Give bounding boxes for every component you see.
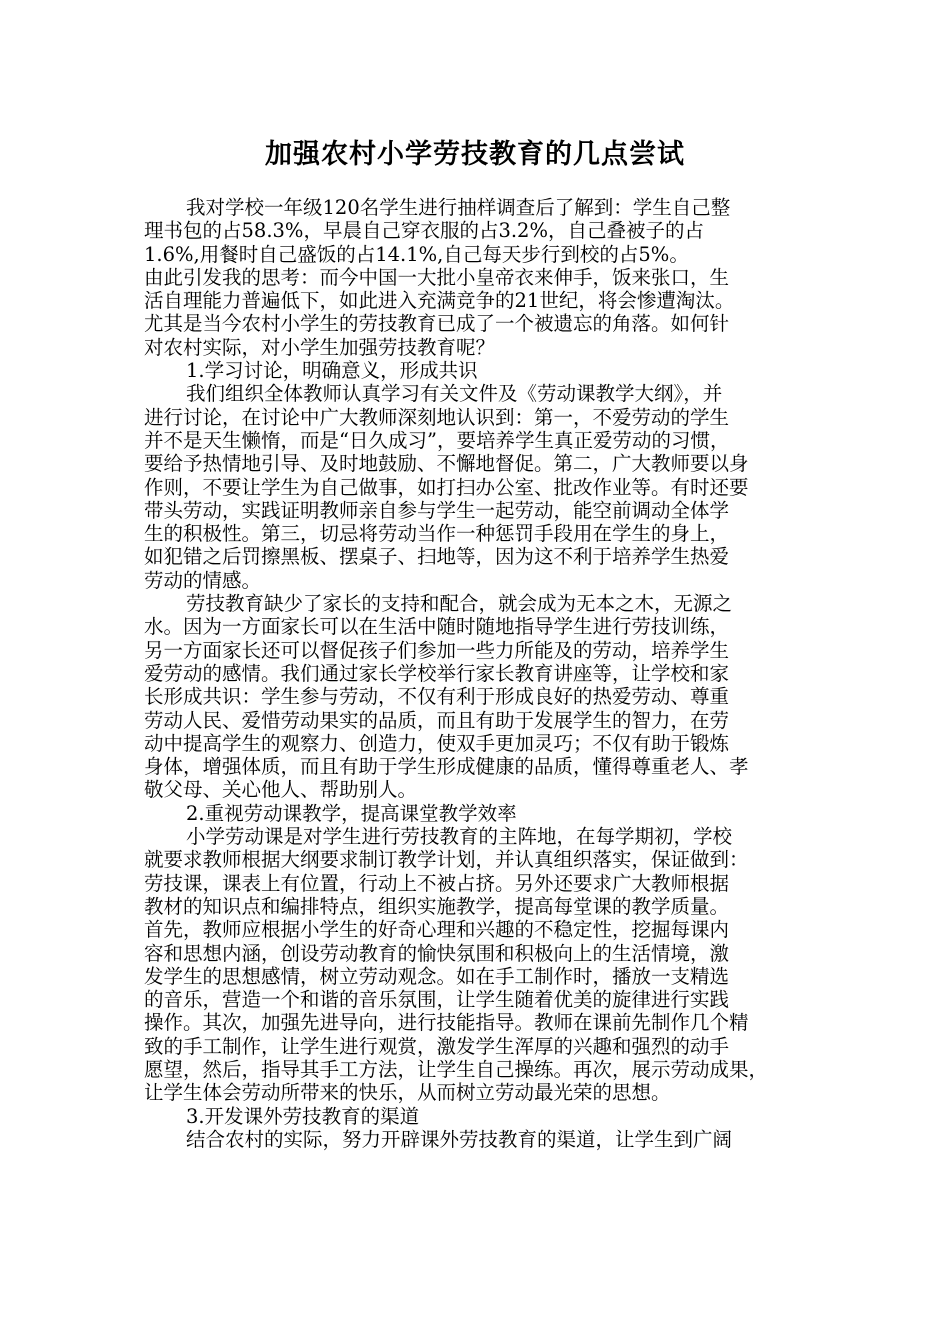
text-line: 结合农村的实际，努力开辟课外劳技教育的渠道，让学生到广阔 — [186, 1127, 733, 1151]
text-line: 带头劳动，实践证明教师亲自参与学生一起劳动，能空前调动全体学 — [144, 498, 730, 522]
text-line: 让学生体会劳动所带来的快乐，从而树立劳动最光荣的思想。 — [144, 1081, 671, 1105]
text-line: 进行讨论，在讨论中广大教师深刻地认识到：第一，不爱劳动的学生 — [144, 405, 730, 429]
text-line: 首先，教师应根据小学生的好奇心理和兴趣的不稳定性，挖掘每课内 — [144, 918, 730, 942]
text-line: 我对学校一年级120名学生进行抽样调查后了解到：学生自己整 — [186, 196, 731, 219]
text-line: 如犯错之后罚擦黑板、摆桌子、扫地等，因为这不利于培养学生热爱 — [144, 545, 730, 569]
text-line: 长形成共识：学生参与劳动，不仅有利于形成良好的热爱劳动、尊重 — [144, 685, 730, 709]
text-line: 的音乐，营造一个和谐的音乐氛围，让学生随着优美的旋律进行实践 — [144, 988, 730, 1012]
text-line: 另一方面家长还可以督促孩子们参加一些力所能及的劳动，培养学生 — [144, 638, 730, 662]
text-line: 由此引发我的思考：而今中国一大批小皇帝衣来伸手，饭来张口，生 — [144, 265, 730, 289]
text-line: 并不是天生懒惰，而是“日久成习”，要培养学生真正爱劳动的习惯， — [144, 428, 730, 452]
text-line: 爱劳动的感情。我们通过家长学校举行家长教育讲座等，让学校和家 — [144, 661, 730, 685]
text-line: 2.重视劳动课教学，提高课堂教学效率 — [186, 801, 517, 825]
text-line: 教材的知识点和编排特点，组织实施教学，提高每堂课的教学质量。 — [144, 894, 730, 918]
text-line: 身体，增强体质，而且有助于学生形成健康的品质，懂得尊重老人、孝 — [144, 755, 749, 779]
text-line: 尤其是当今农村小学生的劳技教育已成了一个被遗忘的角落。如何针 — [144, 312, 730, 336]
text-line: 致的手工制作，让学生进行观赏，激发学生浑厚的兴趣和强烈的动手 — [144, 1034, 730, 1058]
text-line: 劳技课，课表上有位置，行动上不被占挤。另外还要求广大教师根据 — [144, 871, 730, 895]
text-line: 小学劳动课是对学生进行劳技教育的主阵地，在每学期初，学校 — [186, 825, 733, 849]
text-line: 发学生的思想感情，树立劳动观念。如在手工制作时，播放一支精选 — [144, 964, 730, 988]
text-line: 作则，不要让学生为自己做事，如打扫办公室、批改作业等。有时还要 — [144, 475, 749, 499]
document-body — [144, 196, 809, 1151]
text-line: 劳动人民、爱惜劳动果实的品质，而且有助于发展学生的智力，在劳 — [144, 708, 730, 732]
text-line: 动中提高学生的观察力、创造力，使双手更加灵巧；不仅有助于锻炼 — [144, 731, 730, 755]
text-line: 1.学习讨论，明确意义，形成共识 — [186, 359, 478, 383]
document-title: 加强农村小学劳技教育的几点尝试 — [265, 139, 685, 170]
text-line: 容和思想内涵，创设劳动教育的愉快氛围和积极向上的生活情境，激 — [144, 941, 730, 965]
text-line: 活自理能力普遍低下，如此进入充满竞争的21世纪，将会惨遭淘汰。 — [144, 289, 735, 313]
text-line: 理书包的占58.3%，早晨自己穿衣服的占3.2%，自己叠被子的占 — [144, 219, 704, 243]
text-line: 1.6%,用餐时自己盛饭的占14.1%,自己每天步行到校的占5%。 — [144, 242, 689, 266]
text-line: 劳动的情感。 — [144, 568, 262, 592]
text-line: 水。因为一方面家长可以在生活中随时随地指导学生进行劳技训练， — [144, 615, 730, 639]
text-line: 3.开发课外劳技教育的渠道 — [186, 1104, 420, 1128]
text-line: 敬父母、关心他人、帮助别人。 — [144, 778, 418, 802]
text-line: 对农村实际，对小学生加强劳技教育呢？ — [144, 335, 496, 359]
text-line: 操作。其次，加强先进导向，进行技能指导。教师在课前先制作几个精 — [144, 1011, 749, 1035]
text-line: 愿望，然后，指导其手工方法，让学生自己操练。再次，展示劳动成果， — [144, 1057, 769, 1081]
text-line: 劳技教育缺少了家长的支持和配合，就会成为无本之木，无源之 — [186, 592, 733, 616]
text-line: 我们组织全体教师认真学习有关文件及《劳动课教学大纲》，并 — [186, 382, 723, 406]
text-line: 要给予热情地引导、及时地鼓励、不懈地督促。第二，广大教师要以身 — [144, 452, 749, 476]
text-line: 生的积极性。第三，切忌将劳动当作一种惩罚手段用在学生的身上， — [144, 522, 730, 546]
text-line: 就要求教师根据大纲要求制订教学计划，并认真组织落实，保证做到： — [144, 848, 749, 872]
